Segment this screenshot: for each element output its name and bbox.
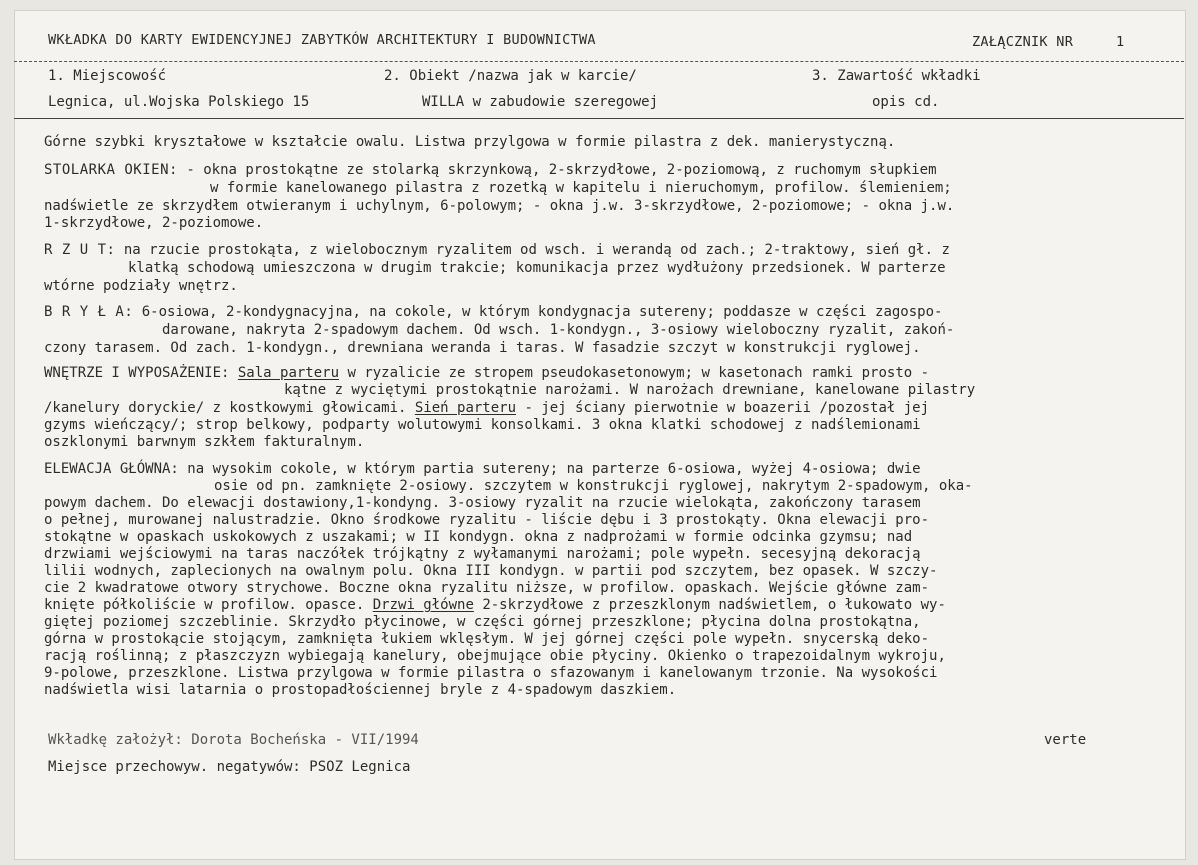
text-line: 9-polowe, przeszklone. Listwa przylgowa w formie pilastra o sfazowanym i kanelowanym trzonie. Na wysokości xyxy=(44,665,938,681)
text-line: 6-osiowa, 2-kondygnacyjna, na cokole, w którym kondygnacja sutereny; poddasze w części zagospo- xyxy=(133,304,943,320)
underlined-term: Drzwi główne xyxy=(372,597,474,613)
text-line: klatką schodową umieszczona w drugim trakcie; komunikacja przez wydłużony przedsionek. W parterze xyxy=(128,260,946,276)
section-label: ELEWACJA GŁÓWNA: xyxy=(44,461,179,477)
text-line: powym dachem. Do elewacji dostawiony,1-kondyng. 3-osiowy ryzalit na rzucie wielokąta, zakończony tarasem xyxy=(44,495,921,511)
author-line: Wkładkę założył: Dorota Bocheńska - VII/1994 xyxy=(48,732,419,748)
section-elewacja xyxy=(44,460,921,478)
section-rzut xyxy=(44,241,950,259)
text-line: wtórne podziały wnętrz. xyxy=(44,278,238,294)
field-location-label: 1. Miejscowość xyxy=(48,68,167,84)
text-line: stokątne w opaskach uskokowych z uszakami; w II kondygn. okna z nadprożami w formie odcinka gzymsu; nad xyxy=(44,529,913,545)
text-line: - okna prostokątne ze stolarką skrzynkową, 2-skrzydłowe, 2-poziomową, z ruchomym słupkiem xyxy=(177,162,937,178)
underlined-term: Sień parteru xyxy=(414,400,517,416)
text-line: na rzucie prostokąta, z wielobocznym ryzalitem od wsch. i werandą od zach.; 2-traktowy, sień gł. z xyxy=(115,242,950,258)
field-content-value: opis cd. xyxy=(872,94,940,110)
section-label: R Z U T: xyxy=(44,242,116,258)
annex-number: 1 xyxy=(1116,34,1125,50)
text-line: w formie kanelowanego pilastra z rozetką w kapitelu i nieruchomym, profilow. ślemieniem; xyxy=(210,180,952,196)
field-object-value: WILLA w zabudowie szeregowej xyxy=(422,94,659,110)
section-stolarka xyxy=(44,161,937,179)
header-divider xyxy=(14,61,1184,62)
text-line: drzwiami wejściowymi na taras naczółek trójkątny z wyłamanymi narożami; pole wypełn. secesyjną dekoracją xyxy=(44,546,921,562)
text-line: w ryzalicie ze stropem pseudokasetonowym; w kasetonach ramki prosto - xyxy=(339,365,930,381)
text-line: na wysokim cokole, w którym partia sutereny; na parterze 6-osiowa, wyżej 4-osiowa; dwie xyxy=(178,461,921,477)
text-line: Górne szybki kryształowe w kształcie owalu. Listwa przylgowa w formie pilastra z dek. manierystyczną. xyxy=(44,134,896,150)
text-line: cie 2 kwadratowe otwory strychowe. Boczne okna ryzalitu niższe, w profilow. opaskach. Wejście główne zam- xyxy=(44,580,930,596)
text-line xyxy=(44,596,946,614)
section-wnetrze xyxy=(44,364,929,382)
text-line xyxy=(44,399,929,417)
text-line: gzyms wieńczący/; strop belkowy, podparty wolutowymi konsolkami. 3 okna klatki schodowej z nadślemionami xyxy=(44,417,921,433)
verte-label: verte xyxy=(1044,732,1087,748)
fields-divider xyxy=(14,118,1184,119)
underlined-term: Sala parteru xyxy=(237,365,340,381)
text-span: 2-skrzydłowe z przeszklonym nadświetlem, o łukowato wy- xyxy=(473,597,946,613)
text-span: - jej ściany pierwotnie w boazerii /pozostał jej xyxy=(516,400,930,416)
annex-label: ZAŁĄCZNIK NR xyxy=(972,34,1074,50)
field-object-label: 2. Obiekt /nazwa jak w karcie/ xyxy=(384,68,637,84)
text-line: nadświetle ze skrzydłem otwieranym i uchylnym, 6-polowym; - okna j.w. 3-skrzydłowe, 2-poziomowe; - okna j.w. xyxy=(44,198,955,214)
field-location-value: Legnica, ul.Wojska Polskiego 15 xyxy=(48,94,310,110)
section-label: STOLARKA OKIEN: xyxy=(44,162,178,178)
text-line: lilii wodnych, zaplecionych na owalnym polu. Okna III kondygn. w partii pod szczytem, bez opasek. W szczy- xyxy=(44,563,938,579)
text-line: darowane, nakryta 2-spadowym dachem. Od wsch. 1-kondygn., 3-osiowy wieloboczny ryzalit, zakoń- xyxy=(162,322,955,338)
text-line: racją roślinną; z płaszczyzn wybiegają kanelury, obejmujące obie płyciny. Okienko o trapezoidalnym wykroju, xyxy=(44,648,946,664)
text-line: giętej poziomej szczeblinie. Skrzydło płycinowe, w części górnej przeszklone; płycina dolna prostokątna, xyxy=(44,614,921,630)
text-span: /kanelury doryckie/ z kostkowymi głowicami. xyxy=(44,400,415,416)
text-line: osie od pn. zamknięte 2-osiowy. szczytem w konstrukcji ryglowej, nakrytym 2-spadowym, oka- xyxy=(214,478,973,494)
text-line: czony tarasem. Od zach. 1-kondygn., drewniana weranda i taras. W fasadzie szczyt w konstrukcji ryglowej. xyxy=(44,340,921,356)
card-title: WKŁADKA DO KARTY EWIDENCYJNEJ ZABYTKÓW ARCHITEKTURY I BUDOWNICTWA xyxy=(48,32,596,48)
text-line: 1-skrzydłowe, 2-poziomowe. xyxy=(44,215,264,231)
section-label: WNĘTRZE I WYPOSAŻENIE: xyxy=(44,365,230,381)
field-content-label: 3. Zawartość wkładki xyxy=(812,68,981,84)
negatives-location: Miejsce przechowyw. negatywów: PSOZ Legnica xyxy=(48,759,411,775)
text-line: kątne z wyciętymi prostokątnie narożami. W narożach drewniane, kanelowane pilastry xyxy=(284,382,976,398)
text-span: knięte półkoliście w profilow. opasce. xyxy=(44,597,373,613)
section-bryla xyxy=(44,303,942,321)
text-line: górna w prostokącie stojącym, zamknięta łukiem wklęsłym. W jej górnej części pole wypełn. snycerską deko- xyxy=(44,631,930,647)
text-line: oszklonymi barwnym szkłem fakturalnym. xyxy=(44,434,365,450)
section-label: B R Y Ł A: xyxy=(44,304,134,320)
text-line: o pełnej, murowanej nalustradzie. Okno środkowe ryzalitu - liście dębu i 3 prostokąty. Okna elewacji pro- xyxy=(44,512,930,528)
text-line: nadświetla wisi latarnia o prostopadłościennej bryle z 4-spadowym daszkiem. xyxy=(44,682,677,698)
